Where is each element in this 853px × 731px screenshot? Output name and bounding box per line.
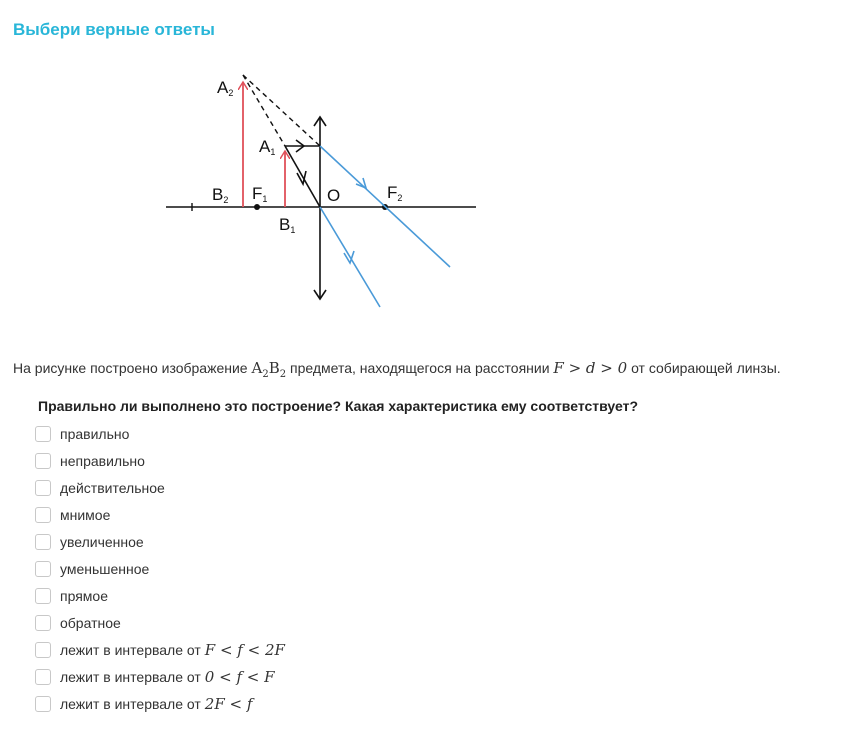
statement-text-3: от собирающей линзы.: [627, 360, 781, 376]
checkbox[interactable]: [35, 669, 51, 685]
refracted-ray-through-center: [320, 207, 380, 307]
statement-text-2: предмета, находящегося на расстоянии: [286, 360, 554, 376]
statement-text-1: На рисунке построено изображение: [13, 360, 252, 376]
option-interval-f-2f[interactable]: [35, 636, 285, 663]
label-f1: F1: [252, 184, 268, 204]
option-label: лежит в интервале от: [60, 641, 201, 658]
option-label: мнимое: [60, 506, 111, 523]
checkbox[interactable]: [35, 615, 51, 631]
option-math: 0 < f < F: [204, 667, 275, 686]
condition-math: F > d > 0: [553, 359, 628, 377]
ray-center-incident: [285, 146, 320, 207]
lens-diagram-svg: [160, 68, 480, 308]
checkbox[interactable]: [35, 453, 51, 469]
option-label: неправильно: [60, 452, 145, 469]
checkbox[interactable]: [35, 588, 51, 604]
option-label: лежит в интервале от: [60, 668, 201, 685]
option-label: лежит в интервале от: [60, 695, 201, 712]
label-b2: B2: [212, 185, 229, 205]
ray-center-arrowhead: [297, 171, 306, 184]
checkbox[interactable]: [35, 426, 51, 442]
option-interval-beyond-2f[interactable]: [35, 690, 285, 717]
option-label: действительное: [60, 479, 165, 496]
option-pravilno[interactable]: [35, 420, 285, 447]
checkbox[interactable]: [35, 696, 51, 712]
option-umenshennoe[interactable]: [35, 555, 285, 582]
question-text: Правильно ли выполнено это построение? Какая характеристика ему соответствует?: [38, 398, 639, 414]
option-math: 2F < f: [204, 694, 253, 713]
label-b1: B1: [279, 215, 296, 235]
page-title: Выбери верные ответы: [13, 20, 215, 39]
option-math: F < f < 2F: [204, 640, 285, 659]
option-obratnoe[interactable]: [35, 609, 285, 636]
option-pryamoe[interactable]: [35, 582, 285, 609]
option-interval-0-f[interactable]: [35, 663, 285, 690]
option-label: обратное: [60, 614, 121, 631]
option-nepravilno[interactable]: [35, 447, 285, 474]
checkbox[interactable]: [35, 561, 51, 577]
checkbox[interactable]: [35, 642, 51, 658]
label-a1: A1: [259, 137, 276, 157]
label-f2: F2: [387, 183, 403, 203]
problem-statement: [13, 359, 781, 380]
option-uvelichennoe[interactable]: [35, 528, 285, 555]
dashed-extension-1: [243, 75, 320, 146]
focus-point-f1: [254, 204, 260, 210]
answer-options: [35, 420, 285, 717]
option-deystvitelnoe[interactable]: [35, 474, 285, 501]
lens-ray-diagram: [160, 68, 480, 313]
option-label: уменьшенное: [60, 560, 150, 577]
label-o: O: [327, 186, 341, 205]
option-mnimoe[interactable]: [35, 501, 285, 528]
image-name-math: $A_2B_2$: [251, 359, 287, 380]
option-label: прямое: [60, 587, 108, 604]
option-label: увеличенное: [60, 533, 144, 550]
option-label: правильно: [60, 425, 130, 442]
checkbox[interactable]: [35, 534, 51, 550]
dashed-extension-2: [243, 75, 285, 146]
label-a2: A2: [217, 78, 234, 98]
checkbox[interactable]: [35, 507, 51, 523]
checkbox[interactable]: [35, 480, 51, 496]
